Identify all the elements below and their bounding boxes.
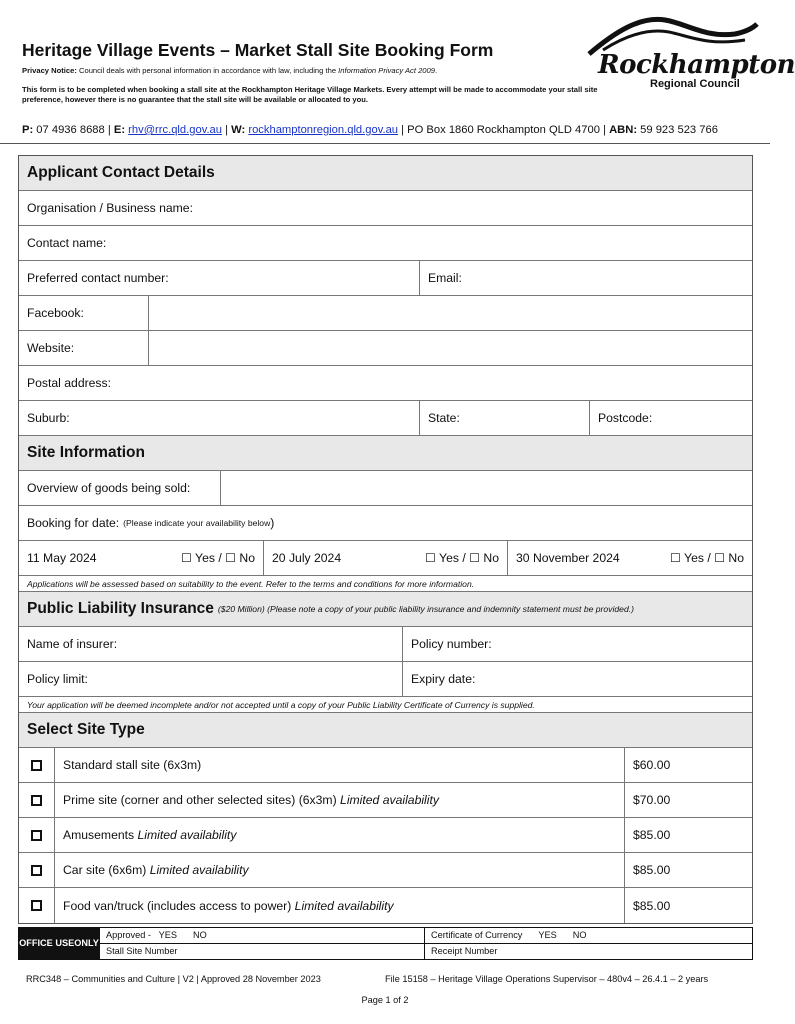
expiry-field[interactable]: Expiry date: [411, 672, 476, 686]
insurance-subheading: ($20 Million) (Please note a copy of your public liability insurance and indemnity statement must be provided.) [217, 604, 634, 614]
date-option[interactable] [19, 541, 264, 575]
site-type-row [19, 783, 752, 818]
office-use-line1: OFFICE USE [19, 937, 75, 948]
po-box: PO Box 1860 Rockhampton QLD 4700 [404, 124, 604, 136]
site-type-checkbox[interactable] [19, 888, 55, 923]
section-insurance [19, 592, 752, 627]
overview-row [19, 471, 752, 506]
abn-label: ABN: [609, 124, 638, 136]
site-type-row [19, 853, 752, 888]
date-label: 11 May 2024 [27, 551, 97, 565]
insurance-note: Your application will be deemed incomplete and/or not accepted until a copy of your Public Liability Certificate of Currency is supplied. [27, 699, 535, 710]
logo-subtitle: Regional Council [650, 78, 740, 90]
checkbox-icon[interactable] [31, 900, 42, 911]
site-type-price: $85.00 [633, 828, 671, 842]
section-heading: Public Liability Insurance [27, 600, 214, 617]
abn-value: 59 923 523 766 [637, 124, 718, 136]
site-type-label [55, 748, 625, 782]
approved-cell[interactable] [100, 928, 425, 944]
date-label: 30 November 2024 [516, 551, 620, 565]
privacy-act: Information Privacy Act 2009 [338, 66, 435, 75]
dates-row [19, 541, 752, 576]
insurer-field[interactable]: Name of insurer: [19, 627, 403, 661]
site-type-row [19, 888, 752, 923]
site-type-name: Prime site (corner and other selected sites) (6x3m) [63, 793, 337, 807]
date-option[interactable] [264, 541, 508, 575]
suburb-row [19, 401, 752, 436]
section-contact-details [19, 156, 752, 191]
site-type-note: Limited availability [137, 828, 237, 842]
overview-label: Overview of goods being sold: [19, 471, 221, 505]
section-heading: Applicant Contact Details [27, 164, 215, 181]
overview-field[interactable] [221, 471, 752, 505]
privacy-label: Privacy Notice: [22, 66, 77, 75]
site-type-price: $85.00 [633, 898, 671, 913]
suburb-field[interactable]: Suburb: [19, 401, 420, 435]
header-rule [0, 143, 770, 144]
booking-label-text: Booking for date: [27, 516, 120, 530]
office-use-grid [100, 927, 753, 960]
policy-limit-field[interactable]: Policy limit: [19, 662, 403, 696]
certificate-yes[interactable]: YES [538, 930, 557, 941]
site-type-label [55, 888, 625, 923]
booking-row [19, 506, 752, 541]
section-heading: Site Information [27, 444, 145, 461]
phone-email-row [19, 261, 752, 296]
booking-label [19, 506, 752, 540]
privacy-end: . [434, 66, 438, 75]
checkbox-icon[interactable] [31, 865, 42, 876]
office-use-box [18, 927, 753, 960]
approved-label: Approved - [106, 930, 151, 941]
site-type-checkbox[interactable] [19, 783, 55, 817]
policy-row [19, 662, 752, 697]
state-field[interactable]: State: [420, 401, 590, 435]
booking-form [18, 155, 753, 924]
site-type-note: Limited availability [294, 898, 394, 913]
phone-field[interactable]: Preferred contact number: [19, 261, 420, 295]
policy-number-field[interactable]: Policy number: [411, 637, 492, 651]
org-field[interactable]: Organisation / Business name: [27, 201, 193, 215]
certificate-cell[interactable] [425, 928, 752, 944]
site-type-name: Food van/truck (includes access to power) [63, 898, 292, 913]
site-type-note: Limited availability [149, 863, 249, 877]
email-label: E: [113, 124, 126, 136]
date-yes-no[interactable]: ☐ Yes / ☐ No [669, 551, 744, 565]
intro-text: This form is to be completed when booking a stall site at the Rockhampton Heritage Village Markets. Every attempt will be made to accommodate your stall site preference, however there is no guarantee that the stall site will be available or allocated to you. [22, 85, 598, 105]
page-number: Page 1 of 2 [361, 995, 409, 1005]
receipt-number-field[interactable]: Receipt Number [431, 946, 498, 957]
section-heading: Select Site Type [27, 721, 145, 738]
email-link[interactable]: rhv@rrc.qld.gov.au [128, 124, 223, 136]
site-note: Applications will be assessed based on suitability to the event. Refer to the terms and conditions for more information. [27, 578, 475, 589]
site-type-checkbox[interactable] [19, 748, 55, 782]
date-option[interactable] [508, 541, 752, 575]
site-type-label [55, 818, 625, 852]
contact-bar: P: 07 4936 8688 | E: rhv@rrc.qld.gov.au | W: rockhamptonregion.qld.gov.au | PO Box 1860 Rockhampton QLD 4700 | ABN: 59 923 523 766 [22, 124, 718, 136]
section-site-information [19, 436, 752, 471]
facebook-label: Facebook: [19, 296, 149, 330]
footer-left: RRC348 – Communities and Culture | V2 | Approved 28 November 2023 [26, 974, 321, 984]
site-type-price: $85.00 [633, 863, 671, 877]
postcode-field[interactable]: Postcode: [598, 411, 653, 425]
insurance-note-row [19, 697, 752, 713]
booking-note: (Please indicate your availability below [123, 518, 271, 528]
insurance-heading [19, 592, 642, 626]
site-type-name: Standard stall site (6x3m) [63, 758, 202, 772]
site-type-row [19, 818, 752, 853]
website-label: Website: [19, 331, 149, 365]
site-type-label [55, 783, 625, 817]
site-type-row [19, 748, 752, 783]
website-field[interactable] [149, 331, 752, 365]
site-type-price: $60.00 [633, 758, 671, 772]
certificate-no[interactable]: NO [572, 930, 587, 941]
date-yes-no[interactable]: ☐ Yes / ☐ No [424, 551, 499, 565]
postal-row [19, 366, 752, 401]
logo-name: Rockhampton [598, 50, 795, 80]
office-use-line2: ONLY [74, 937, 99, 948]
approved-no[interactable]: NO [193, 930, 207, 941]
site-type-name: Amusements [63, 828, 135, 842]
org-row [19, 191, 752, 226]
footer-right: File 15158 – Heritage Village Operations Supervisor – 480v4 – 26.4.1 – 2 years [385, 974, 709, 984]
office-use-label [18, 927, 100, 960]
site-note-row [19, 576, 752, 592]
phone-value: 07 4936 8688 [33, 124, 108, 136]
site-type-note: Limited availability [340, 793, 439, 807]
website-row [19, 331, 752, 366]
approved-yes[interactable]: YES [158, 930, 178, 941]
contact-name-row [19, 226, 752, 261]
certificate-label: Certificate of Currency [431, 930, 523, 941]
date-yes-no[interactable]: ☐ Yes / ☐ No [180, 551, 255, 565]
privacy-text: Council deals with personal information in accordance with law, including the [76, 66, 339, 75]
checkbox-icon[interactable] [31, 830, 42, 841]
phone-label: P: [22, 124, 34, 136]
checkbox-icon[interactable] [31, 795, 42, 806]
site-type-checkbox[interactable] [19, 818, 55, 852]
web-link[interactable]: rockhamptonregion.qld.gov.au [248, 124, 399, 136]
section-site-type [19, 713, 752, 748]
facebook-field[interactable] [149, 296, 752, 330]
site-type-label [55, 853, 625, 887]
facebook-row [19, 296, 752, 331]
postal-field[interactable]: Postal address: [27, 376, 112, 390]
checkbox-icon[interactable] [31, 760, 42, 771]
booking-note-close: ) [270, 516, 275, 530]
contact-name-field[interactable]: Contact name: [27, 236, 107, 250]
privacy-notice [22, 66, 582, 75]
stall-number-field[interactable]: Stall Site Number [100, 944, 425, 960]
site-type-checkbox[interactable] [19, 853, 55, 887]
site-type-price: $70.00 [633, 793, 671, 807]
insurer-row [19, 627, 752, 662]
web-label: W: [231, 124, 246, 136]
email-field[interactable]: Email: [428, 271, 462, 285]
date-label: 20 July 2024 [272, 551, 342, 565]
form-title: Heritage Village Events – Market Stall Site Booking Form [22, 40, 494, 60]
site-type-name: Car site (6x6m) [63, 863, 147, 877]
